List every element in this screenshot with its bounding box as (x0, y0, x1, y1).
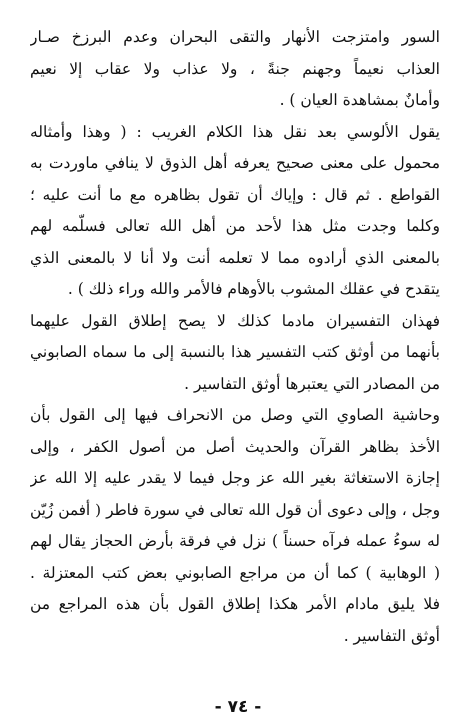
text-line: أوثق التفاسير . (343, 626, 440, 645)
text-line: الأخذ بظاهر القرآن والحديث أصل من أصول الكفر ، وإلى (30, 437, 440, 456)
text-line: السور وامتزجت الأنهار والتقى البحران وعدم البرزخ صـار (30, 28, 440, 46)
text-line: وكلما وجدت مثل هذا لأحد من أهل الله تعالى فسلّمه لهم (30, 217, 440, 235)
text-line: وجل ، وإلى دعوى أن قول الله تعالى في سورة فاطر ( أفمن زُيّن (30, 500, 440, 519)
text-line: وحاشية الصاوي التي وصل من الانحراف فيها إلى القول بأن (30, 406, 440, 424)
text-line: بأنهما من أوثق كتب التفسير هذا بالنسبة إلى ما سماه الصابوني (30, 343, 440, 361)
paragraph-2 (30, 117, 440, 306)
text-line: ( الوهابية ) كما أن من مراجع الصابوني بعض كتب المعتزلة . (30, 563, 440, 582)
page-number: - ٧٤ - (214, 697, 262, 717)
page-body (30, 22, 440, 652)
text-line: من المصادر التي يعتبرها أوثق التفاسير . (184, 374, 440, 393)
text-line: العذاب نعيماً وجهنم جنةً ، ولا عذاب ولا عقاب إلا نعيم (30, 59, 440, 78)
text-line: محمول على معنى صحيح يعرفه أهل الذوق لا ينافي ماوردت به (30, 154, 440, 172)
paragraph-4 (30, 400, 440, 652)
text-line: فلا يليق مادام الأمر هكذا إطلاق القول بأن هذه المراجع من (30, 595, 440, 613)
text-line: القواطع . ثم قال : وإياك أن تقول بظاهره مع ما أنت عليه ؛ (30, 185, 440, 204)
text-line: يتقدح في عقلك المشوب بالأوهام فالأمر والله وراء ذلك ) . (67, 280, 440, 298)
text-line: إجازة الاستغاثة بغير الله عز وجل فيما لا يقدر عليه إلا الله عز (30, 469, 440, 487)
paragraph-3 (30, 306, 440, 401)
text-line: فهذان التفسيران مادما كذلك لا يصح إطلاق القول عليهما (30, 311, 440, 330)
text-line: وأمانٌ بمشاهدة العيان ) . (279, 91, 440, 109)
text-line: له سوءُ عمله فرآه حسناً ) نزل في فرقة بأرض الحجاز يقال لهم (30, 532, 440, 550)
text-line: بالمعنى الذي أرادوه مما لا تعلمه أنت ولا أنا لا بالمعنى الذي (30, 248, 440, 267)
text-line: يقول الألوسي بعد نقل هذا الكلام الغريب : ( وهذا وأمثاله (30, 122, 440, 141)
paragraph-1 (30, 22, 440, 117)
